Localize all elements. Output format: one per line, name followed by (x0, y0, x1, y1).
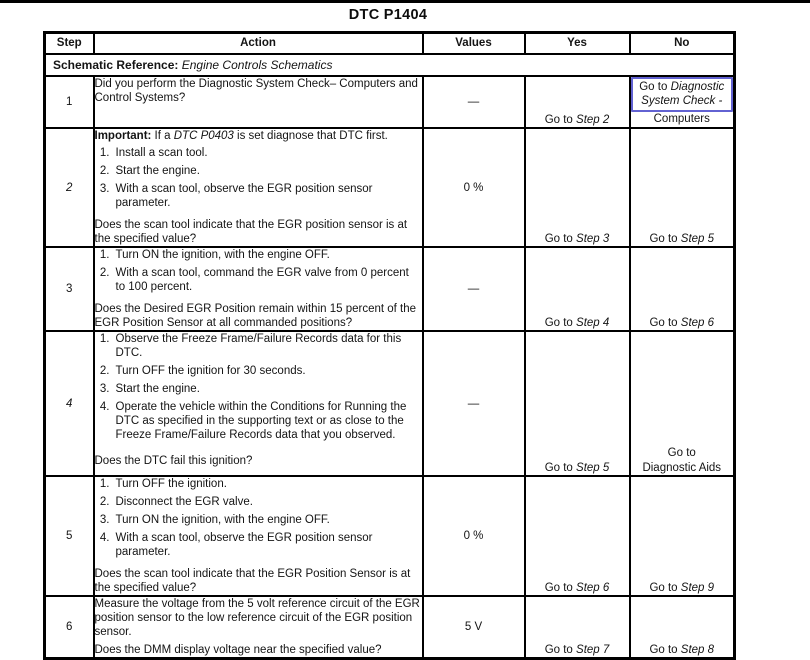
goto-step-ref: Step 6 (680, 317, 715, 330)
step-number: 1 (45, 76, 94, 128)
action-text: Did you perform the Diagnostic System Check– Computers and Control Systems? (94, 78, 418, 105)
goto-step-ref: Step 6 (576, 582, 610, 595)
no-cell (630, 76, 735, 128)
values-cell: — (423, 331, 525, 476)
list-item: Start the engine. (115, 165, 200, 178)
values-cell: 0 % (423, 476, 525, 596)
action-intro: Important: If a DTC P0403 is set diagnose that DTC first. (94, 130, 388, 142)
no-cell: Go to Step 8 (630, 596, 735, 659)
action-question: Does the scan tool indicate that the EGR position sensor is at the specified value? (94, 219, 408, 246)
step-number: 5 (45, 476, 94, 596)
action-text: Measure the voltage from the 5 volt reference circuit of the EGR position sensor to the low reference circuit of the EGR position sensor. (94, 598, 420, 639)
yes-cell: Go to Step 6 (525, 476, 630, 596)
no-cell: Go to Step 5 (630, 128, 735, 247)
step-number: 3 (45, 247, 94, 331)
page-title: DTC P1404 (348, 7, 428, 23)
goto-step-ref: Step 8 (680, 644, 715, 657)
action-step-list (95, 477, 422, 563)
no-cell: Go to Step 9 (630, 476, 735, 596)
diagnostic-aids-ref: Diagnostic Aids (642, 461, 722, 474)
dtc-diagnostic-table (43, 31, 736, 660)
header-yes: Yes (525, 33, 630, 55)
important-label: Important: (94, 130, 152, 142)
yes-cell: Go to Step 4 (525, 247, 630, 331)
schematic-reference-label: Schematic Reference: (53, 57, 179, 72)
page-top-rule (0, 0, 810, 3)
goto-step-ref: Step 5 (576, 462, 610, 475)
list-item: Turn OFF the ignition for 30 seconds. (115, 365, 306, 378)
values-cell: — (423, 247, 525, 331)
goto-step-ref: Step 9 (680, 582, 715, 595)
goto-step-ref: Step 5 (680, 233, 715, 246)
action-step-list (95, 146, 422, 210)
header-no: No (630, 33, 735, 55)
yes-cell: Go to Step 2 (525, 76, 630, 128)
action-question: Does the Desired EGR Position remain within 15 percent of the EGR Position Sensor at all commanded positions? (94, 303, 417, 330)
list-item: Observe the Freeze Frame/Failure Records data for this DTC. (115, 333, 402, 360)
table-row (45, 596, 735, 659)
values-cell: 5 V (423, 596, 525, 659)
action-question: Does the DTC fail this ignition? (94, 455, 253, 468)
dtc-ref: DTC P0403 (173, 130, 234, 142)
goto-step-ref: Step 3 (576, 233, 610, 246)
list-item: With a scan tool, observe the EGR position sensor parameter. (115, 183, 373, 210)
list-item: Turn ON the ignition, with the engine OFF. (115, 249, 330, 262)
list-item: Turn OFF the ignition. (115, 478, 227, 491)
values-cell: — (423, 76, 525, 128)
goto-step-ref: Step 2 (576, 113, 610, 126)
list-item: With a scan tool, command the EGR valve from 0 percent to 100 percent. (115, 267, 409, 294)
dtc-diagnostic-page (43, 7, 733, 660)
yes-cell: Go to Step 3 (525, 128, 630, 247)
no-cell: Go to Diagnostic Aids (630, 331, 735, 476)
list-item: Start the engine. (115, 383, 200, 396)
step-number: 4 (45, 331, 94, 476)
values-cell: 0 % (423, 128, 525, 247)
table-row (45, 76, 735, 128)
link-suffix: Computers (653, 113, 710, 126)
header-values: Values (423, 33, 525, 55)
schematic-reference-row (45, 54, 735, 76)
action-step-list (95, 248, 422, 298)
action-question: Does the scan tool indicate that the EGR Position Sensor is at the specified value? (94, 568, 411, 595)
action-step-list (95, 332, 422, 446)
diagnostic-system-check-link[interactable]: Go to Diagnostic System Check - (631, 77, 734, 112)
header-step: Step (45, 33, 94, 55)
list-item: Install a scan tool. (115, 147, 208, 160)
list-item: Disconnect the EGR valve. (115, 496, 253, 509)
list-item: With a scan tool, observe the EGR position sensor parameter. (115, 532, 373, 559)
yes-cell: Go to Step 5 (525, 331, 630, 476)
step-number: 6 (45, 596, 94, 659)
goto-step-ref: Step 7 (576, 644, 610, 657)
schematic-reference-value: Engine Controls Schematics (181, 57, 333, 72)
no-cell: Go to Step 6 (630, 247, 735, 331)
table-row (45, 476, 735, 596)
header-action: Action (94, 33, 423, 55)
table-header-row (45, 33, 735, 55)
list-item: Turn ON the ignition, with the engine OFF. (115, 514, 330, 527)
step-number: 2 (45, 128, 94, 247)
table-row (45, 331, 735, 476)
action-question: Does the DMM display voltage near the specified value? (94, 644, 382, 657)
table-row (45, 247, 735, 331)
yes-cell: Go to Step 7 (525, 596, 630, 659)
table-row (45, 128, 735, 247)
goto-step-ref: Step 4 (576, 317, 610, 330)
list-item: Operate the vehicle within the Conditions for Running the DTC as specified in the supporting text or as close to the Freeze Frame/Failure Records data that you observed. (115, 401, 407, 442)
